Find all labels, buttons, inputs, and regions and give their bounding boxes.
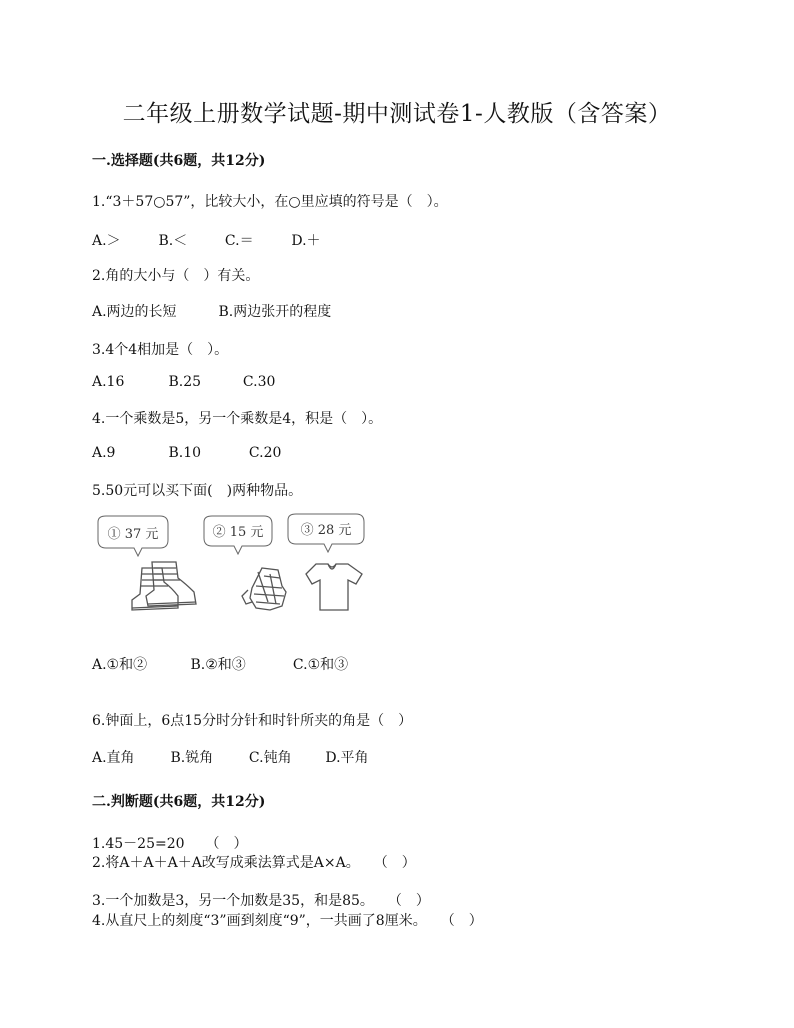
- price-label: ① 37 元: [107, 527, 159, 542]
- options-2: [92, 301, 331, 321]
- options-4: [92, 445, 281, 461]
- items-figure: [92, 512, 382, 620]
- price-bubble-1: [98, 516, 168, 556]
- option[interactable]: D.＋: [291, 233, 321, 249]
- option[interactable]: B.10: [168, 445, 202, 461]
- option[interactable]: C.①和③: [292, 657, 349, 673]
- judge-question-4: 4.从直尺上的刻度“3”画到刻度“9”，一共画了8厘米。 （ ）: [92, 913, 483, 929]
- option[interactable]: A.直角: [92, 750, 135, 766]
- option[interactable]: C.＝: [224, 233, 254, 249]
- judge-question-2: 2.将A＋A＋A＋A改写成乘法算式是A×A。 （ ）: [92, 855, 416, 871]
- page-title: 二年级上册数学试题-期中测试卷1-人教版（含答案）: [122, 101, 672, 127]
- tshirt-icon: [306, 564, 362, 610]
- judge-question-3: 3.一个加数是3，另一个加数是35，和是85。 （ ）: [92, 893, 430, 909]
- options-5: [92, 654, 348, 674]
- question-2: 2.角的大小与（ ）有关。: [92, 268, 260, 284]
- option[interactable]: B.25: [168, 374, 202, 390]
- option[interactable]: A.①和②: [92, 657, 148, 673]
- price-label: ③ 28 元: [300, 523, 352, 538]
- options-1: [92, 230, 321, 250]
- option[interactable]: C.20: [248, 445, 282, 461]
- option[interactable]: A.＞: [92, 233, 121, 249]
- option[interactable]: A.9: [92, 445, 116, 461]
- question-4: 4.一个乘数是5，另一个乘数是4，积是（ ）。: [92, 411, 383, 427]
- question-6: 6.钟面上，6点15分时分针和时针所夹的角是（ ）: [92, 713, 413, 729]
- boots-icon: [132, 562, 196, 610]
- question-3: 3.4个4相加是（ ）。: [92, 342, 229, 358]
- section-heading-choice: 一.选择题(共6题，共12分): [92, 153, 266, 169]
- option[interactable]: A.两边的长短: [92, 304, 177, 320]
- glove-icon: [242, 568, 286, 610]
- option[interactable]: B.②和③: [190, 657, 246, 673]
- option[interactable]: D.平角: [325, 750, 369, 766]
- option[interactable]: A.16: [92, 374, 125, 390]
- option[interactable]: C.钝角: [248, 750, 292, 766]
- judge-question-1: 1.45－25=20 （ ）: [92, 836, 248, 852]
- question-5: 5.50元可以买下面( )两种物品。: [92, 483, 303, 499]
- section-heading-judge: 二.判断题(共6题，共12分): [92, 794, 266, 810]
- option[interactable]: B.两边张开的程度: [218, 304, 332, 320]
- option[interactable]: C.30: [242, 374, 276, 390]
- question-1: 1.“3＋57○57”，比较大小，在○里应填的符号是（ ）。: [92, 194, 448, 210]
- price-bubble-3: [288, 514, 364, 552]
- option[interactable]: B.＜: [158, 233, 188, 249]
- option[interactable]: B.锐角: [170, 750, 214, 766]
- options-3: [92, 374, 275, 390]
- price-label: ② 15 元: [212, 525, 264, 540]
- price-bubble-2: [204, 516, 272, 554]
- options-6: [92, 747, 369, 767]
